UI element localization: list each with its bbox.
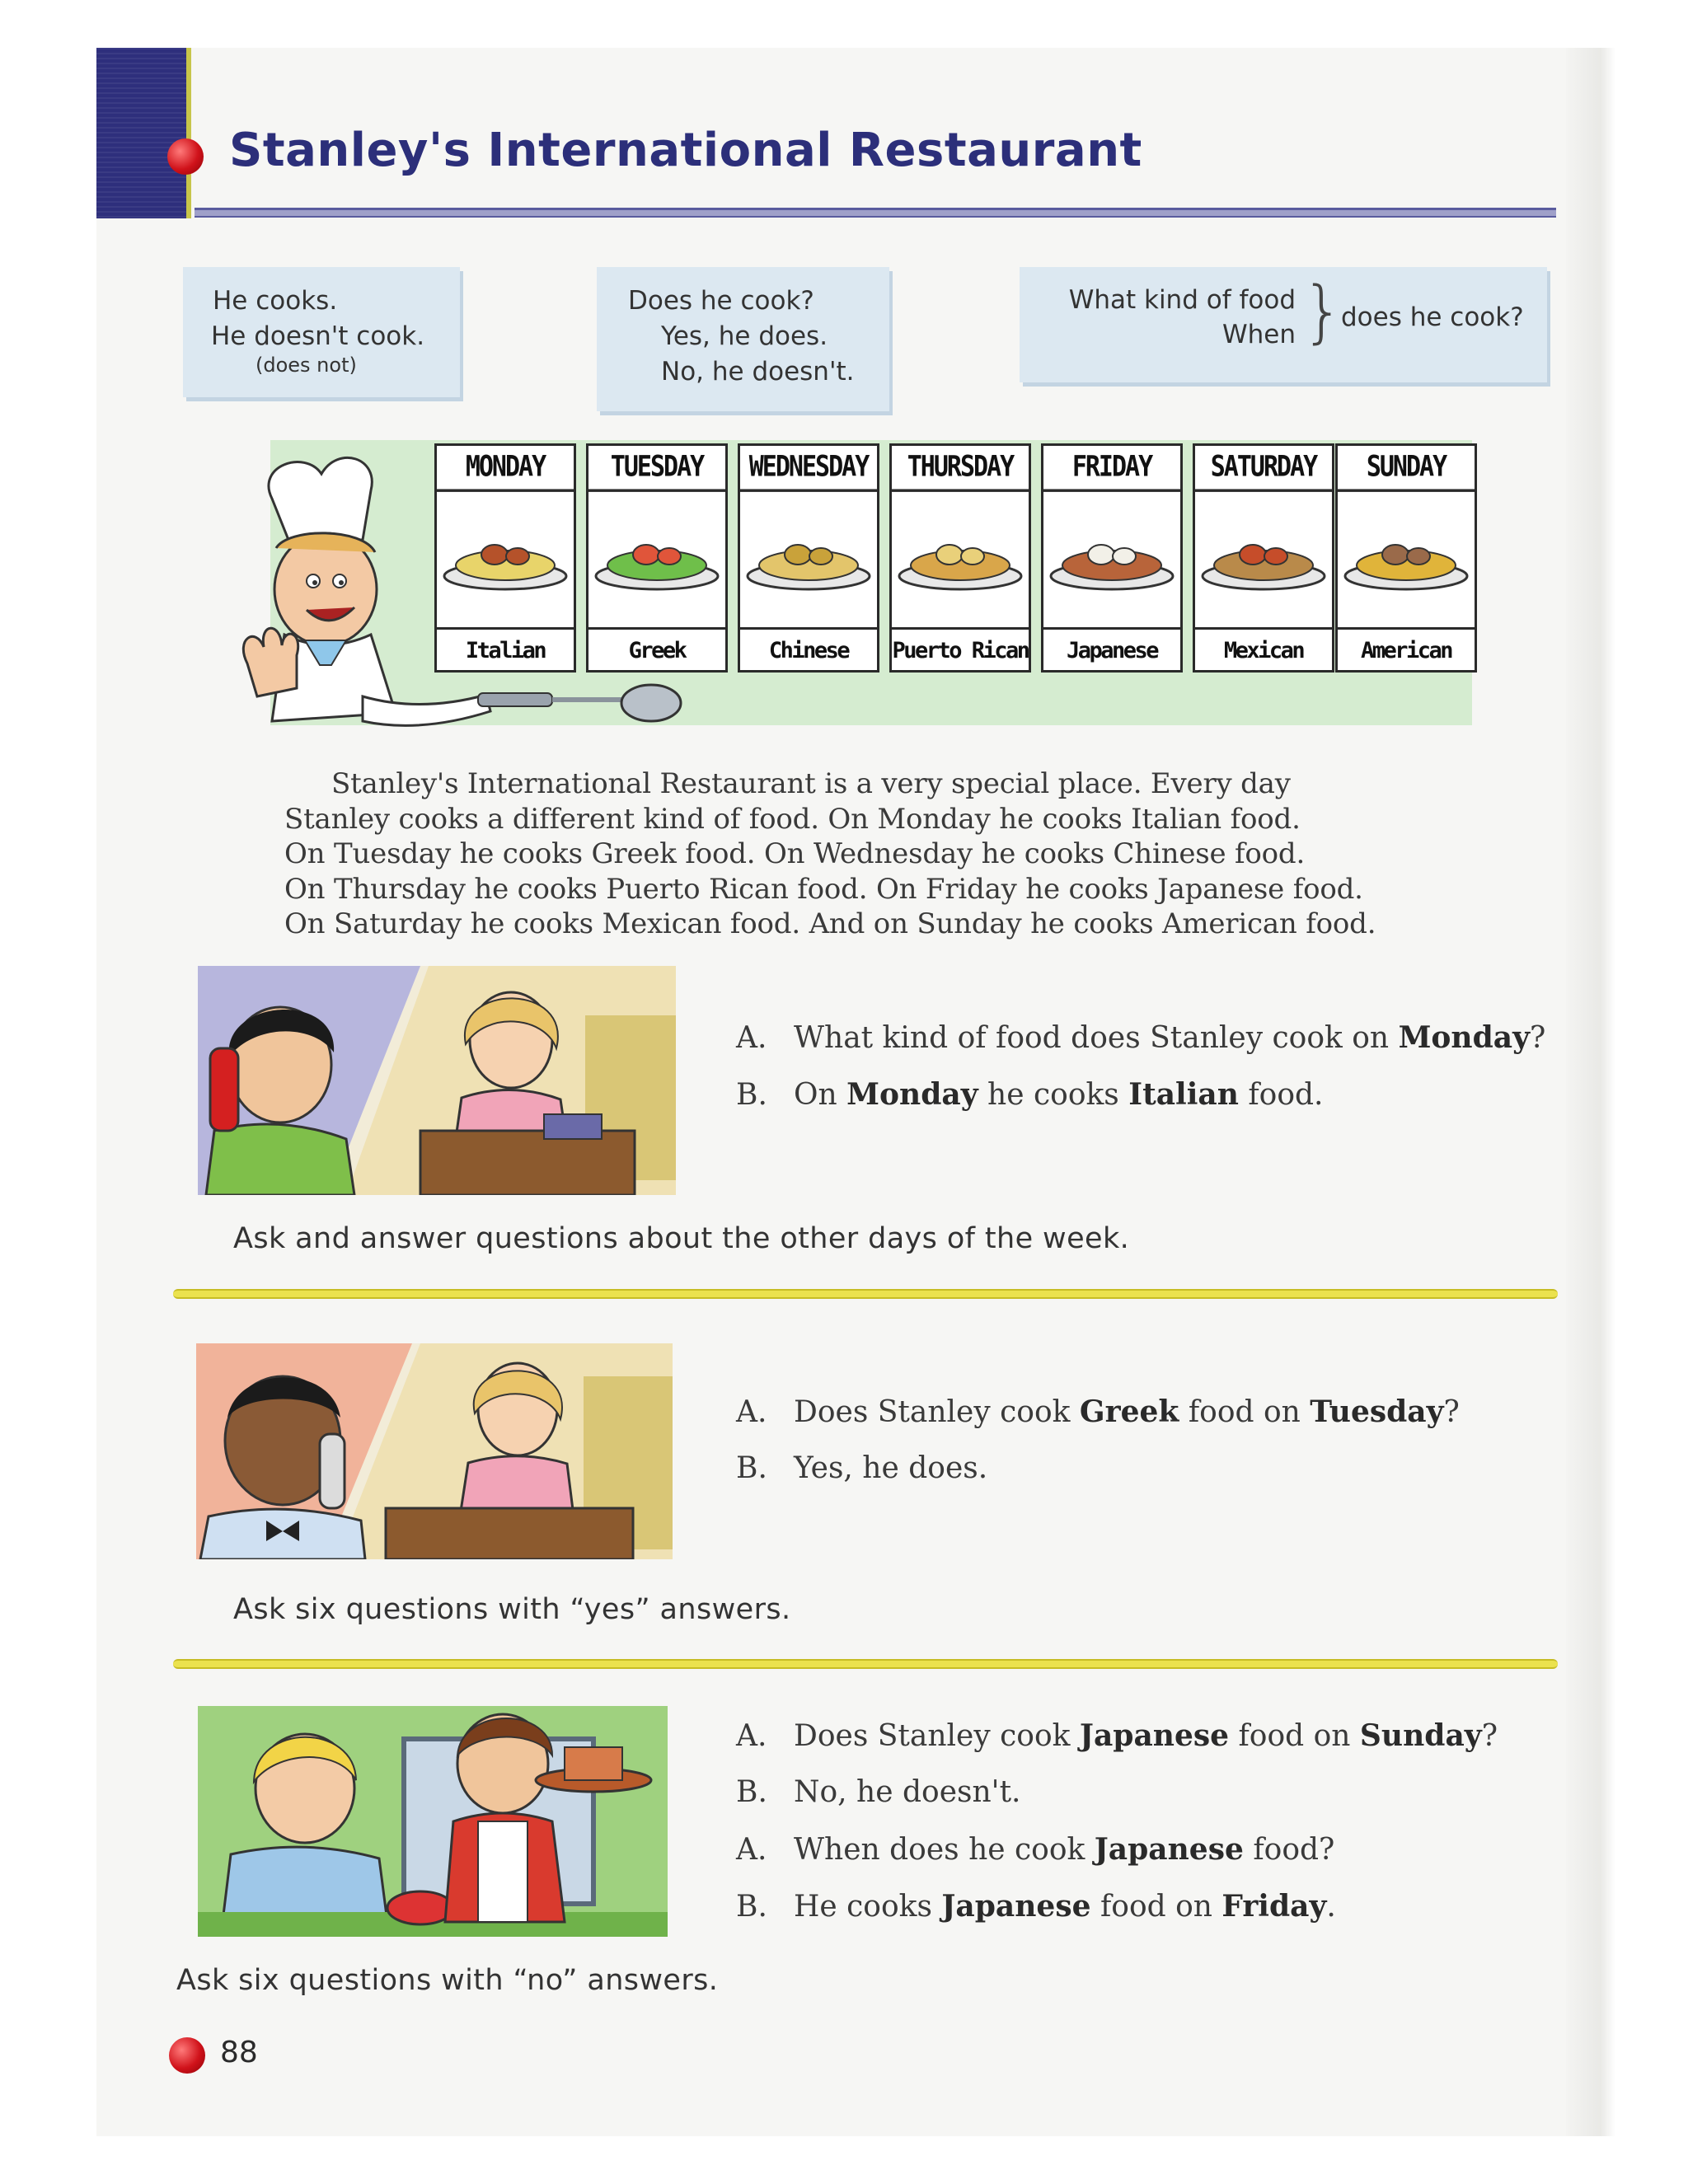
dialog-line xyxy=(736,1020,1545,1055)
grammar-box-wh-questions xyxy=(1020,267,1547,382)
section-divider xyxy=(173,1289,1558,1299)
food-plate-icon xyxy=(740,495,877,619)
reading-line: On Saturday he cooks Mexican food. And on Sunday he cooks American food. xyxy=(284,907,1376,940)
dialog-text: ? xyxy=(1443,1395,1460,1429)
reading-line: On Tuesday he cooks Greek food. On Wednesday he cooks Chinese food. xyxy=(284,837,1306,870)
day-name: MONDAY xyxy=(437,443,574,492)
speaker-label: B. xyxy=(736,1451,767,1485)
dialog-text: When does he cook xyxy=(794,1833,1095,1867)
emphasized-word: Friday xyxy=(1221,1889,1327,1924)
dialog-text: Does Stanley cook xyxy=(794,1395,1080,1429)
day-card-5 xyxy=(1193,443,1334,673)
reading-line: On Thursday he cooks Puerto Rican food. On Friday he cooks Japanese food. xyxy=(284,872,1363,906)
dialog-line xyxy=(736,1718,1498,1753)
cuisine-label: American xyxy=(1338,627,1475,670)
food-plate-icon xyxy=(1338,495,1475,619)
day-card-3 xyxy=(889,443,1031,673)
page-title: Stanley's International Restaurant xyxy=(229,124,1142,177)
dialog-line xyxy=(736,1077,1324,1112)
emphasized-word: Italian xyxy=(1128,1077,1239,1112)
cuisine-label: Chinese xyxy=(740,627,877,670)
dialog-text: food on xyxy=(1179,1395,1311,1429)
day-card-1 xyxy=(586,443,728,673)
emphasized-word: Monday xyxy=(1398,1020,1531,1055)
instruction-exercise-3: Ask six questions with “no” answers. xyxy=(176,1964,719,1997)
day-name: SUNDAY xyxy=(1338,443,1475,492)
cuisine-label: Italian xyxy=(437,627,574,670)
cuisine-label: Greek xyxy=(588,627,725,670)
emphasized-word: Sunday xyxy=(1359,1718,1482,1753)
instruction-exercise-1: Ask and answer questions about the other days of the week. xyxy=(233,1222,1130,1255)
dialog-line xyxy=(736,1832,1334,1867)
day-card-4 xyxy=(1041,443,1183,673)
day-card-0 xyxy=(434,443,576,673)
grammar-line: He cooks. xyxy=(213,286,338,316)
dialog-text: What kind of food does Stanley cook on xyxy=(794,1021,1399,1055)
grammar-line: What kind of food xyxy=(1068,285,1296,315)
food-plate-icon xyxy=(892,495,1029,619)
phone-call-illustration-2 xyxy=(196,1343,673,1559)
speaker-label: B. xyxy=(736,1078,767,1112)
grammar-line: Does he cook? xyxy=(628,286,814,316)
food-plate-icon xyxy=(588,495,725,619)
emphasized-word: Japanese xyxy=(941,1889,1091,1924)
food-plate-icon xyxy=(1043,495,1180,619)
dialog-text: Yes, he does. xyxy=(794,1451,988,1485)
speaker-label: A. xyxy=(736,1719,767,1753)
dialog-text: food? xyxy=(1243,1833,1335,1867)
day-name: FRIDAY xyxy=(1043,443,1180,492)
phone-call-illustration-1 xyxy=(198,966,676,1195)
dialog-text: food. xyxy=(1238,1078,1324,1112)
grammar-note: (does not) xyxy=(256,354,357,377)
grammar-line: No, he doesn't. xyxy=(661,357,855,387)
dialog-text: No, he doesn't. xyxy=(794,1775,1021,1809)
page-edge-shadow xyxy=(1566,48,1615,2136)
dialog-text: . xyxy=(1326,1890,1336,1924)
dialog-text: ? xyxy=(1530,1021,1546,1055)
restaurant-waiter-illustration xyxy=(198,1706,668,1937)
food-plate-icon xyxy=(1195,495,1332,619)
emphasized-word: Greek xyxy=(1079,1394,1179,1429)
dialog-exercise-1 xyxy=(736,1020,1560,1136)
grammar-box-questions xyxy=(597,267,889,411)
speaker-label: A. xyxy=(736,1021,767,1055)
speaker-label: A. xyxy=(736,1395,767,1429)
cuisine-label: Japanese xyxy=(1043,627,1180,670)
day-name: WEDNESDAY xyxy=(740,443,877,492)
dialog-exercise-3 xyxy=(736,1718,1560,1957)
emphasized-word: Monday xyxy=(846,1077,978,1112)
dialog-text: On xyxy=(794,1078,847,1112)
page-number-bullet-icon xyxy=(169,2037,205,2074)
dialog-exercise-2 xyxy=(736,1394,1560,1510)
grammar-line: When xyxy=(1221,320,1296,349)
food-plate-icon xyxy=(437,495,574,619)
dialog-text: Does Stanley cook xyxy=(794,1719,1080,1753)
instruction-exercise-2: Ask six questions with “yes” answers. xyxy=(233,1593,791,1626)
dialog-line xyxy=(736,1775,1020,1809)
day-card-6 xyxy=(1335,443,1477,673)
day-name: SATURDAY xyxy=(1195,443,1332,492)
reading-paragraph xyxy=(284,766,1463,942)
day-card-2 xyxy=(738,443,879,673)
day-name: TUESDAY xyxy=(588,443,725,492)
speaker-label: B. xyxy=(736,1890,767,1924)
cuisine-label: Mexican xyxy=(1195,627,1332,670)
cuisine-label: Puerto Rican xyxy=(892,627,1029,670)
dialog-text: He cooks xyxy=(794,1890,942,1924)
header-color-block xyxy=(96,48,191,218)
dialog-text: food on xyxy=(1229,1719,1360,1753)
red-bullet-icon xyxy=(167,138,204,175)
page-number: 88 xyxy=(220,2036,258,2069)
emphasized-word: Tuesday xyxy=(1310,1394,1444,1429)
grammar-line: does he cook? xyxy=(1341,302,1524,332)
dialog-line xyxy=(736,1451,987,1485)
section-divider xyxy=(173,1659,1558,1669)
dialog-text: ? xyxy=(1481,1719,1498,1753)
dialog-text: food on xyxy=(1090,1890,1222,1924)
grammar-line: He doesn't cook. xyxy=(211,321,425,351)
grammar-box-statements xyxy=(183,267,460,397)
brace-icon: } xyxy=(1301,273,1345,351)
title-underline xyxy=(195,208,1556,218)
speaker-label: B. xyxy=(736,1775,767,1809)
reading-line: Stanley cooks a different kind of food. On Monday he cooks Italian food. xyxy=(284,802,1301,836)
reading-line: Stanley's International Restaurant is a very special place. Every day xyxy=(331,767,1291,800)
emphasized-word: Japanese xyxy=(1079,1718,1230,1753)
dialog-line xyxy=(736,1889,1336,1924)
dialog-line xyxy=(736,1394,1460,1429)
dialog-text: he cooks xyxy=(978,1078,1129,1112)
emphasized-word: Japanese xyxy=(1094,1832,1244,1867)
grammar-line: Yes, he does. xyxy=(661,321,828,351)
speaker-label: A. xyxy=(736,1833,767,1867)
day-name: THURSDAY xyxy=(892,443,1029,492)
